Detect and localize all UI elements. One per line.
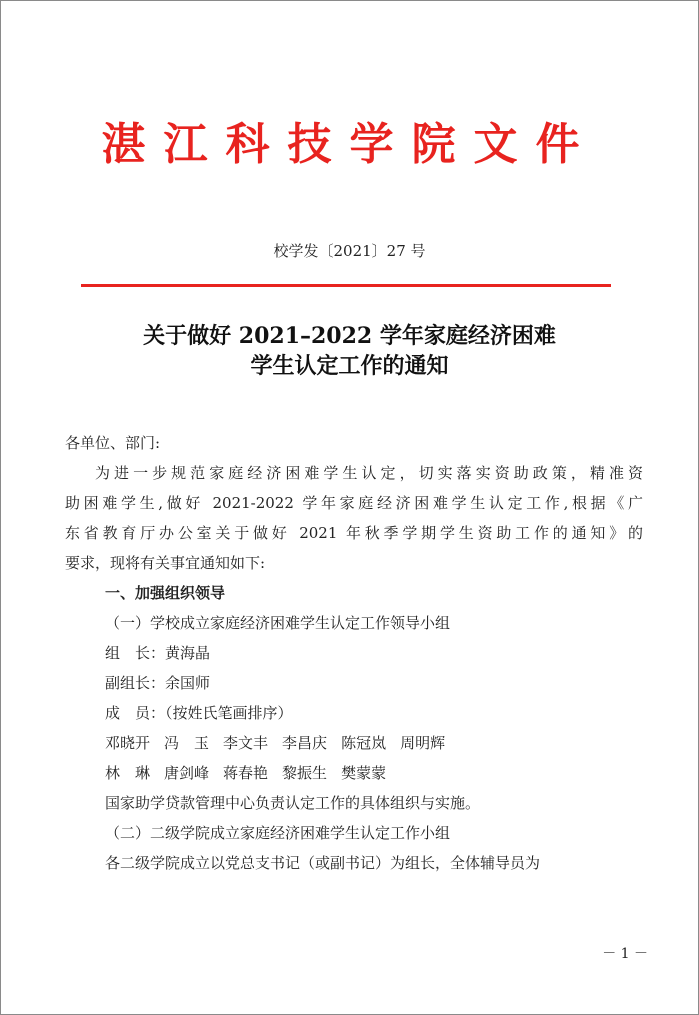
salutation: 各单位、部门: [65, 434, 161, 452]
loan-center-line: 国家助学贷款管理中心负责认定工作的具体组织与实施。 [105, 794, 481, 812]
intro-line-3: 东省教育厅办公室关于做好 2021 年秋季学期学生资助工作的通知》的 [65, 524, 643, 542]
subsection-2-heading: （二）二级学院成立家庭经济困难学生认定工作小组 [105, 824, 451, 842]
intro-line-1: 为进一步规范家庭经济困难学生认定，切实落实资助政策，精准资 [95, 464, 643, 482]
group-leader: 组 长：黄海晶 [105, 644, 211, 662]
member-name: 黎振生 [282, 764, 328, 782]
subsection-1-heading: （一）学校成立家庭经济困难学生认定工作领导小组 [105, 614, 451, 632]
notice-title-line-2: 学生认定工作的通知 [250, 353, 449, 379]
subsection-2-text: 各二级学院成立以党总支书记（或副书记）为组长，全体辅导员为 [105, 854, 541, 872]
member-name: 李文丰 [223, 734, 269, 752]
member-name: 林 琳 [105, 764, 151, 782]
notice-body [65, 428, 643, 878]
section-1-heading: 一、加强组织领导 [105, 584, 226, 602]
intro-line-2: 助困难学生,做好 2021-2022 学年家庭经济困难学生认定工作,根据《广 [65, 494, 643, 512]
group-deputy-leader: 副组长：余国师 [105, 674, 211, 692]
intro-line-4: 要求，现将有关事宜通知如下: [65, 554, 266, 572]
member-name: 周明辉 [400, 734, 446, 752]
notice-title [1, 321, 698, 381]
members-row-2 [83, 758, 643, 788]
member-name: 蒋春艳 [223, 764, 269, 782]
group-members-label: 成 员：（按姓氏笔画排序） [105, 704, 293, 722]
document-header-title: 湛江科技学院文件 [101, 119, 598, 170]
page-number: － 1 － [602, 946, 648, 962]
document-number: 校学发〔2021〕27 号 [273, 242, 426, 260]
members-row-1 [83, 728, 643, 758]
member-name: 陈冠岚 [341, 734, 387, 752]
member-name: 樊蒙蒙 [341, 764, 387, 782]
member-name: 邓晓开 [105, 734, 151, 752]
member-name: 冯 玉 [164, 734, 210, 752]
member-name: 唐剑峰 [164, 764, 210, 782]
red-divider-line [81, 284, 611, 287]
member-name: 李昌庆 [282, 734, 328, 752]
notice-title-line-1: 关于做好 2021–2022 学年家庭经济困难 [143, 323, 556, 349]
